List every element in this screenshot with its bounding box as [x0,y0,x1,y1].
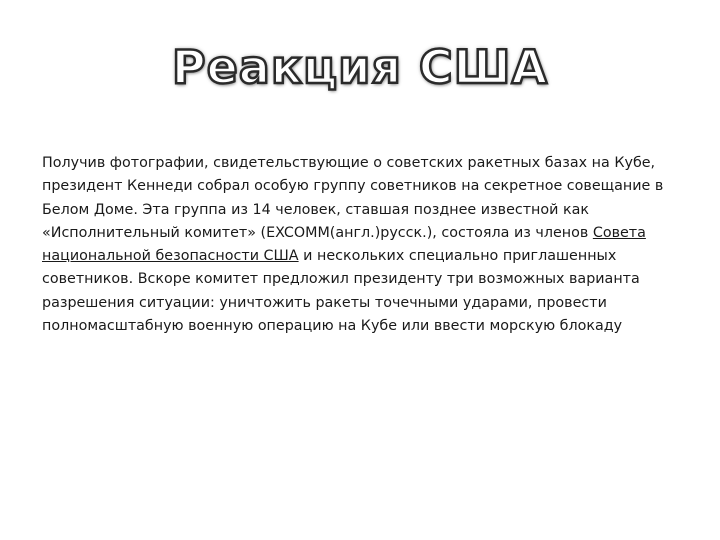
nsc-link[interactable]: Совета национальной безопасности США [42,224,646,265]
paragraph-text-end: и нескольких специально приглашенных советников. Вскоре комитет предложил президенту три возможных варианта разрешения ситуации: уничтожить ракеты точечными ударами, провести полномасштабную военную операцию на Кубе или ввести морскую блокаду [42,248,640,335]
body-paragraph [42,152,686,338]
slide-title: Реакция США [171,40,549,94]
paragraph-text-start: Получив фотографии, свидетельствующие о советских ракетных базах на Кубе, президент Кеннеди собрал особую группу советников на секретное совещание в Белом Доме. Эта группа из 14 человек, ставшая позднее известной как «Исполнительный комитет» (EXCOMM(англ.)русск.), состояла из членов [42,155,664,241]
